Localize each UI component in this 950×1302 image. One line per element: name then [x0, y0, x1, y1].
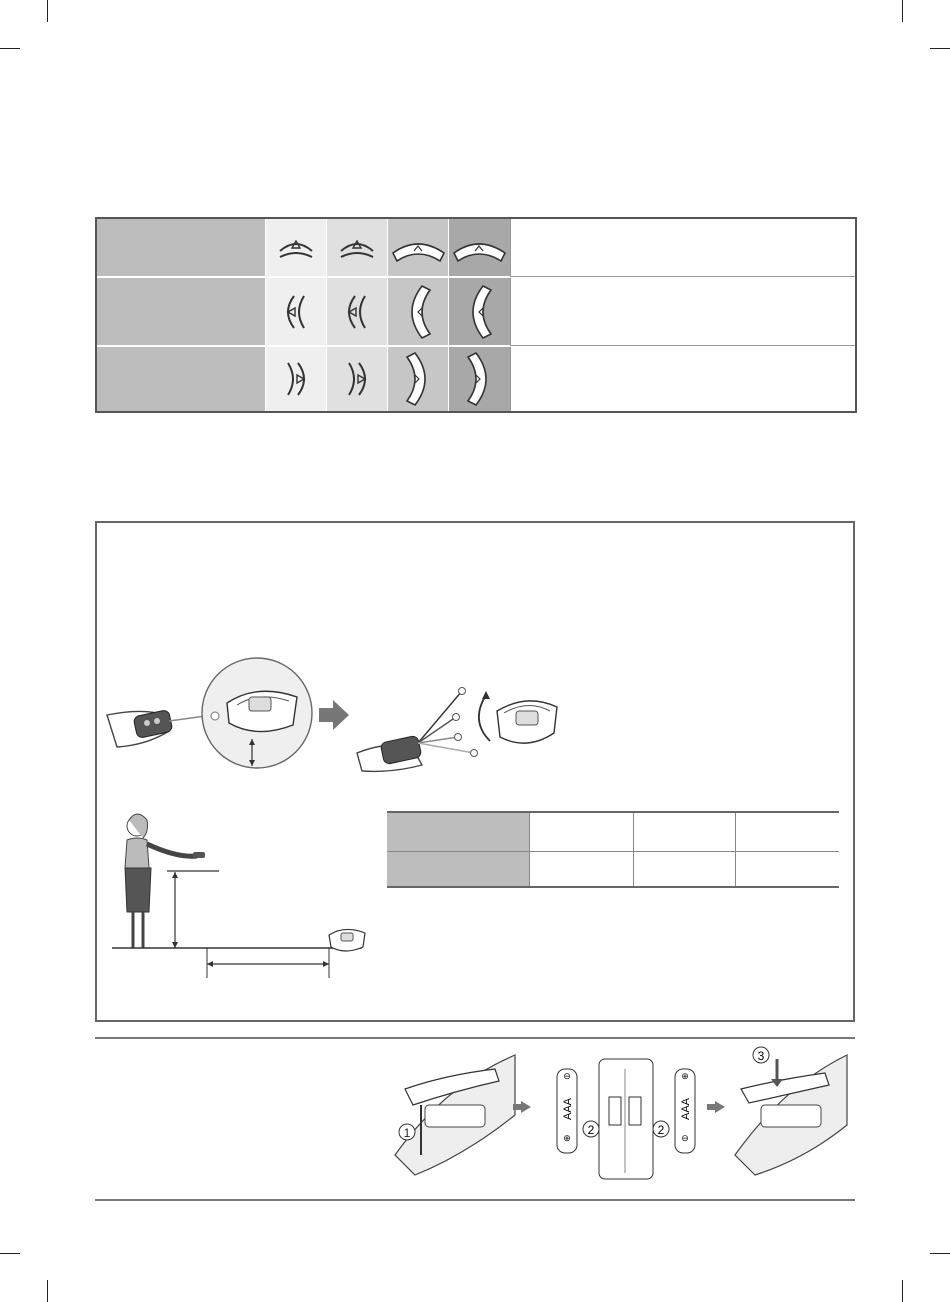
description-cell	[510, 278, 855, 345]
plus-sign: ⊕	[563, 1133, 571, 1143]
column-divider	[633, 813, 634, 886]
crop-mark	[930, 1253, 950, 1254]
crop-mark	[902, 0, 903, 22]
step-3-label: 3	[757, 1049, 765, 1063]
up-arrow-icon-large-pressed	[448, 219, 510, 276]
row-divider	[510, 345, 855, 346]
pointer-usage-box	[95, 521, 855, 1022]
section-divider	[95, 1037, 855, 1039]
description-cell	[510, 347, 855, 411]
step-2-label: 2	[587, 1123, 595, 1137]
left-arrow-icon-small-pressed	[326, 278, 387, 345]
left-arrow-icon-small	[265, 278, 326, 345]
right-arrow-icon-large-pressed	[448, 347, 510, 411]
row-label-cell	[387, 852, 529, 886]
robot-follows-pointer	[352, 681, 562, 773]
crop-mark	[930, 48, 950, 49]
row-label-cell	[97, 278, 265, 345]
up-arrow-icon-large	[387, 219, 448, 276]
row-label-cell	[97, 219, 265, 276]
arrow-right-icon	[317, 698, 351, 732]
step-1-label: 1	[403, 1126, 411, 1140]
table-row	[97, 278, 855, 345]
right-arrow-icon-small-pressed	[326, 347, 387, 411]
minus-sign: ⊖	[681, 1133, 689, 1143]
table-row	[97, 347, 855, 411]
range-table	[387, 811, 839, 887]
row-label-cell	[97, 347, 265, 411]
up-arrow-icon-small	[265, 219, 326, 276]
right-arrow-icon-large	[387, 347, 448, 411]
plus-sign: ⊕	[681, 1071, 689, 1081]
row-label-cell	[387, 813, 529, 851]
right-arrow-icon-small	[265, 347, 326, 411]
step-2-label: 2	[657, 1123, 665, 1137]
column-divider	[529, 813, 530, 886]
crop-mark	[0, 48, 20, 49]
minus-sign: ⊖	[563, 1071, 571, 1081]
battery-installation-illustration	[385, 1045, 855, 1185]
remote-button-table	[95, 217, 857, 413]
left-arrow-icon-large	[387, 278, 448, 345]
table-row	[97, 219, 855, 276]
left-arrow-icon-large-pressed	[448, 278, 510, 345]
robot-on-floor	[325, 925, 369, 955]
person-holding-remote	[107, 808, 367, 988]
crop-mark	[47, 0, 48, 22]
column-divider	[735, 813, 736, 886]
battery-aaa-label: AAA	[562, 1097, 574, 1121]
crop-mark	[47, 1280, 48, 1302]
up-arrow-icon-small-pressed	[326, 219, 387, 276]
crop-mark	[0, 1253, 20, 1254]
table-rule	[387, 886, 839, 888]
battery-aaa-label: AAA	[680, 1097, 692, 1121]
crop-mark	[902, 1280, 903, 1302]
description-cell	[510, 219, 855, 276]
row-divider	[510, 276, 855, 277]
section-divider	[95, 1199, 855, 1201]
